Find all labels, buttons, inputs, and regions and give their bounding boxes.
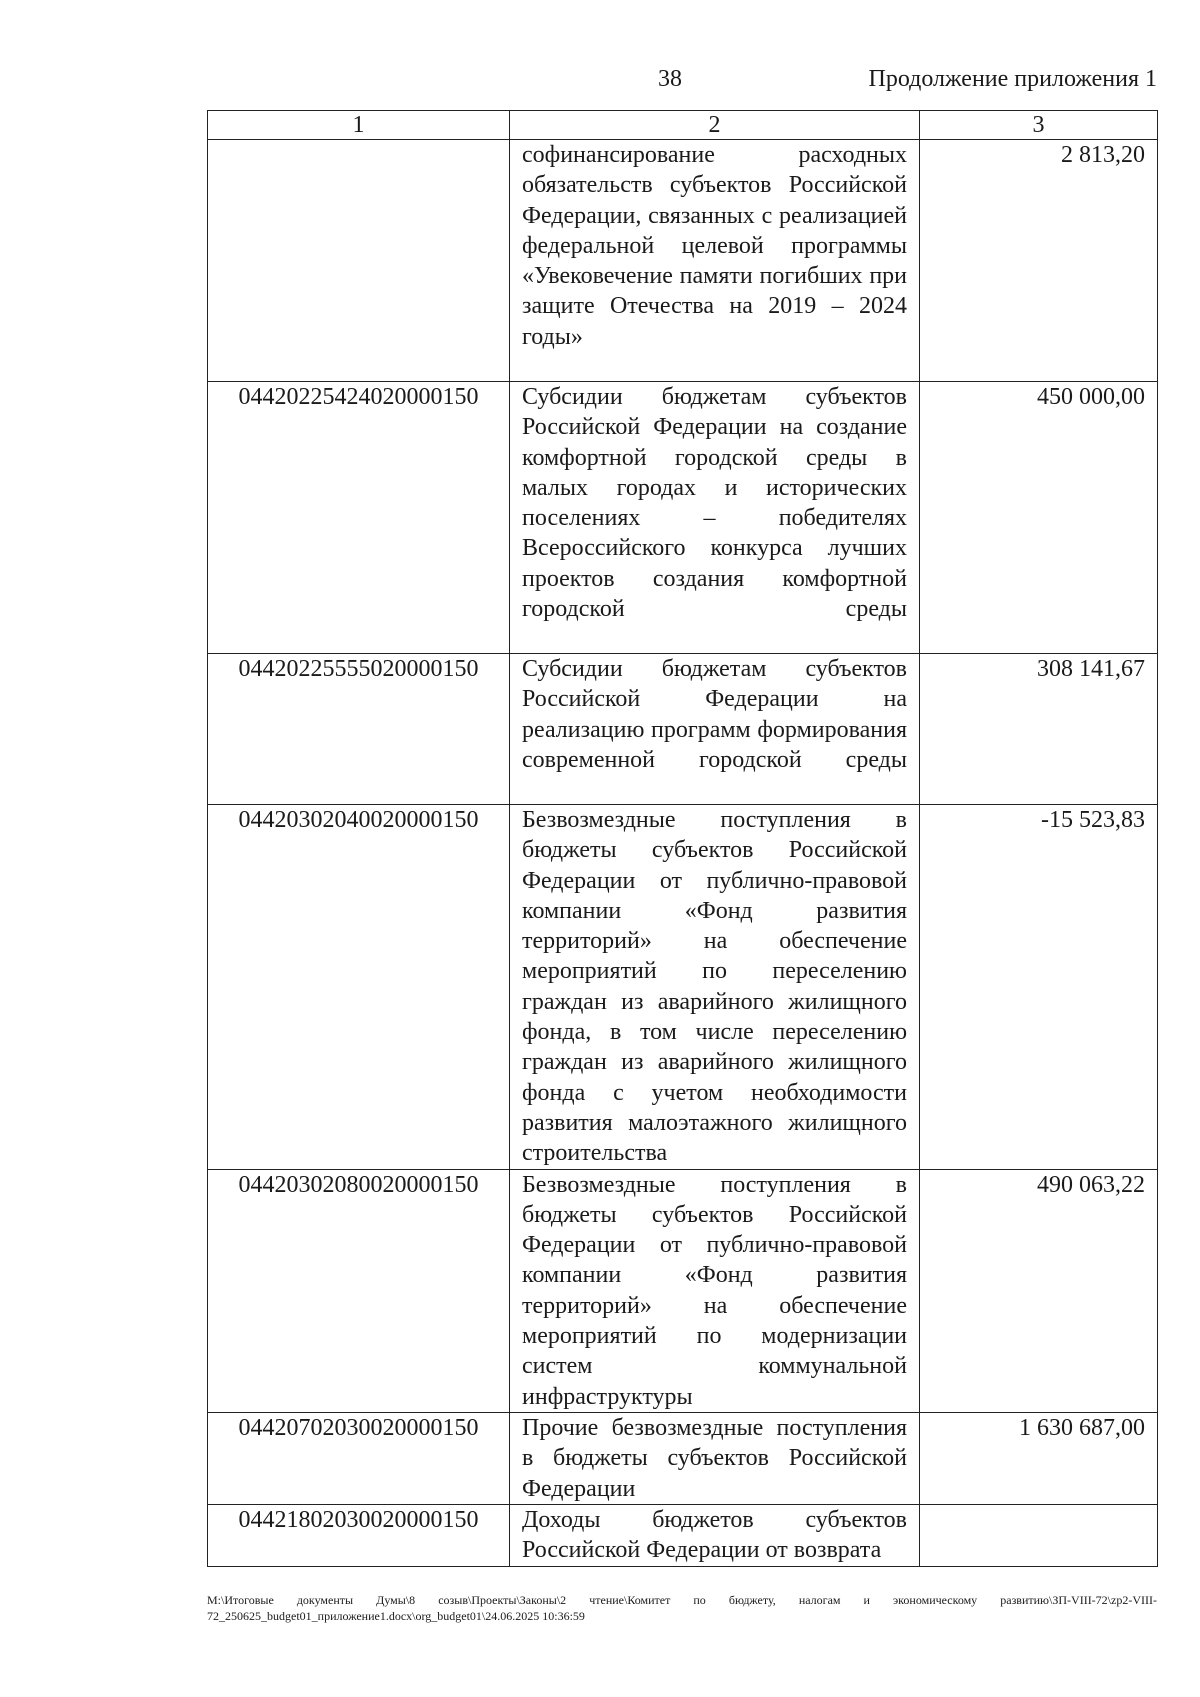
continuation-label: Продолжение приложения 1	[868, 66, 1157, 92]
column-header-2: 2	[510, 111, 920, 140]
table-row	[208, 1169, 1158, 1412]
table-row	[208, 140, 1158, 382]
row-code: 04420302080020000150	[208, 1169, 510, 1412]
row-code: 04421802030020000150	[208, 1504, 510, 1566]
row-description: Безвозмездные поступления в бюджеты субъектов Российской Федерации от публично-правовой компании «Фонд развития территорий» на обеспечение мероприятий по переселению граждан из аварийного жилищного фонда, в том числе переселению граждан из аварийного жилищного фонда с учетом необходимости развития малоэтажного жилищного строительства	[510, 805, 920, 1170]
row-amount: 490 063,22	[920, 1169, 1158, 1412]
column-number-row	[208, 111, 1158, 140]
row-description: Субсидии бюджетам субъектов Российской Федерации на создание комфортной городской среды в малых городах и исторических поселениях – победителях Всероссийского конкурса лучших проектов создания комфортной городской среды	[510, 382, 920, 654]
row-description: Прочие безвозмездные поступления в бюджеты субъектов Российской Федерации	[510, 1412, 920, 1504]
row-code: 04420225424020000150	[208, 382, 510, 654]
column-header-1: 1	[208, 111, 510, 140]
row-description: Безвозмездные поступления в бюджеты субъектов Российской Федерации от публично-правовой компании «Фонд развития территорий» на обеспечение мероприятий по модернизации систем коммунальной инфраструктуры	[510, 1169, 920, 1412]
row-amount: -15 523,83	[920, 805, 1158, 1170]
table-row	[208, 654, 1158, 805]
row-code: 04420302040020000150	[208, 805, 510, 1170]
page-number: 38	[658, 66, 682, 92]
row-description: софинансирование расходных обязательств субъектов Российской Федерации, связанных с реализацией федеральной целевой программы «Увековечение памяти погибших при защите Отечества на 2019 – 2024 годы»	[510, 140, 920, 382]
row-description: Субсидии бюджетам субъектов Российской Федерации на реализацию программ формирования современной городской среды	[510, 654, 920, 805]
budget-table	[207, 110, 1158, 1567]
table-row	[208, 1504, 1158, 1566]
row-description: Доходы бюджетов субъектов Российской Федерации от возврата	[510, 1504, 920, 1566]
column-header-3: 3	[920, 111, 1158, 140]
row-amount: 450 000,00	[920, 382, 1158, 654]
footer-file-path: М:\Итоговые документы Думы\8 созыв\Проекты\Законы\2 чтение\Комитет по бюджету, налогам и экономическому развитию\ЗП-VIII-72\zp2-VIII-72_250625_budget01_приложение1.docx\org_budget01\24.06.2025 10:36:59	[207, 1593, 1157, 1623]
table-row	[208, 382, 1158, 654]
row-amount	[920, 1504, 1158, 1566]
row-amount: 1 630 687,00	[920, 1412, 1158, 1504]
row-code	[208, 140, 510, 382]
table-row	[208, 805, 1158, 1170]
row-amount: 308 141,67	[920, 654, 1158, 805]
row-code: 04420225555020000150	[208, 654, 510, 805]
row-code: 04420702030020000150	[208, 1412, 510, 1504]
row-amount: 2 813,20	[920, 140, 1158, 382]
table-row	[208, 1412, 1158, 1504]
